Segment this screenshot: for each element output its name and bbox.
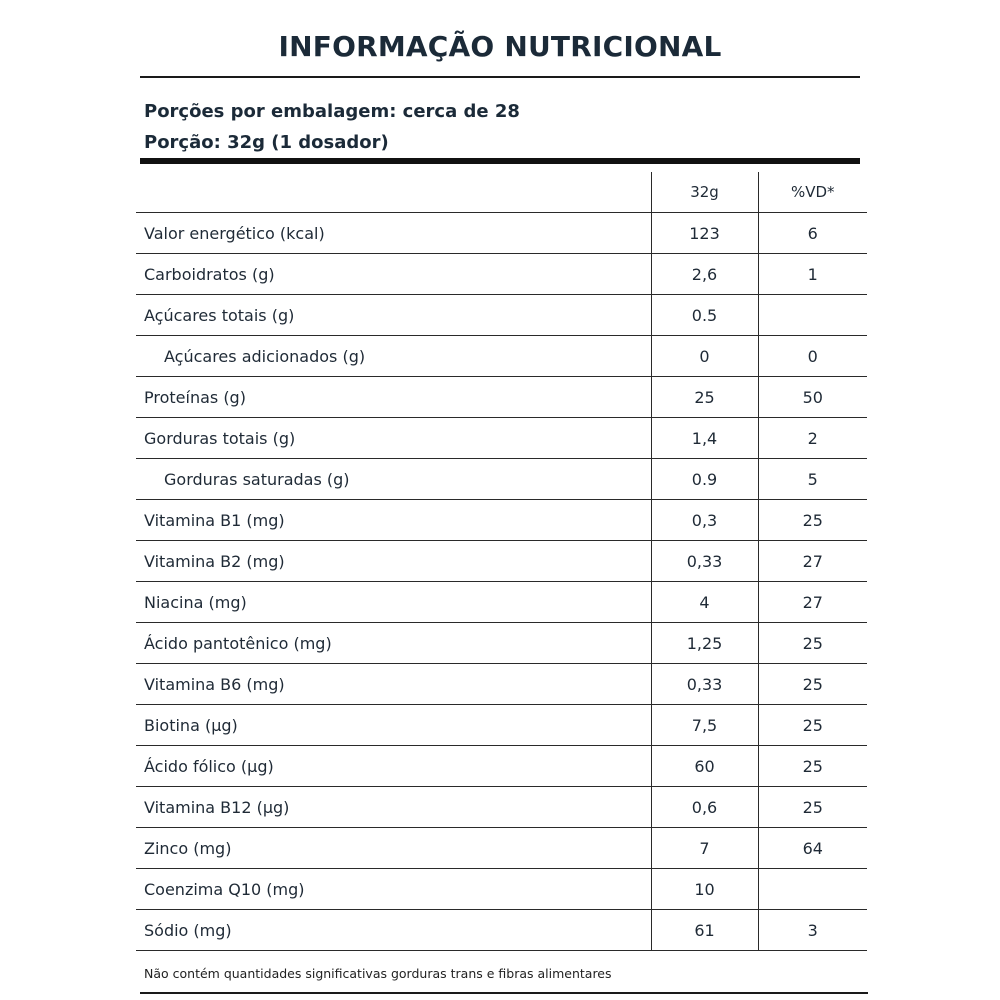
nutrient-name: Ácido pantotênico (mg) [136, 623, 651, 664]
table-row [136, 295, 867, 336]
nutrient-vd: 25 [758, 623, 867, 664]
nutrient-name: Sódio (mg) [136, 910, 651, 951]
table-row [136, 787, 867, 828]
table-row [136, 664, 867, 705]
nutrition-table [136, 172, 867, 951]
table-row [136, 336, 867, 377]
nutrient-name: Vitamina B2 (mg) [136, 541, 651, 582]
nutrient-name: Ácido fólico (µg) [136, 746, 651, 787]
title-divider [140, 76, 860, 78]
thick-divider [140, 158, 860, 164]
portion-size: Porção: 32g (1 dosador) [144, 132, 389, 153]
nutrient-vd: 25 [758, 746, 867, 787]
nutrient-vd: 3 [758, 910, 867, 951]
nutrient-name: Coenzima Q10 (mg) [136, 869, 651, 910]
table-row [136, 459, 867, 500]
table-row [136, 705, 867, 746]
table-row [136, 869, 867, 910]
table-row [136, 582, 867, 623]
nutrient-vd: 27 [758, 541, 867, 582]
table-row [136, 254, 867, 295]
nutrient-vd: 25 [758, 705, 867, 746]
nutrient-value: 0,33 [651, 541, 758, 582]
header-vd-cell: %VD* [758, 172, 867, 213]
nutrient-name: Açúcares totais (g) [136, 295, 651, 336]
nutrient-vd: 25 [758, 500, 867, 541]
nutrient-vd: 50 [758, 377, 867, 418]
nutrient-value: 0 [651, 336, 758, 377]
nutrient-value: 123 [651, 213, 758, 254]
nutrient-value: 0,33 [651, 664, 758, 705]
nutrient-value: 25 [651, 377, 758, 418]
table-row [136, 910, 867, 951]
header-portion-cell: 32g [651, 172, 758, 213]
table-row [136, 418, 867, 459]
nutrient-name: Valor energético (kcal) [136, 213, 651, 254]
nutrient-value: 10 [651, 869, 758, 910]
nutrient-value: 60 [651, 746, 758, 787]
nutrient-name: Biotina (µg) [136, 705, 651, 746]
nutrient-vd: 1 [758, 254, 867, 295]
nutrient-value: 1,25 [651, 623, 758, 664]
nutrient-value: 7 [651, 828, 758, 869]
nutrient-vd: 5 [758, 459, 867, 500]
table-row [136, 623, 867, 664]
nutrient-vd: 0 [758, 336, 867, 377]
table-row [136, 213, 867, 254]
nutrient-value: 2,6 [651, 254, 758, 295]
nutrient-name: Zinco (mg) [136, 828, 651, 869]
nutrient-name: Gorduras saturadas (g) [136, 459, 651, 500]
nutrient-vd: 6 [758, 213, 867, 254]
nutrient-name: Niacina (mg) [136, 582, 651, 623]
nutrient-vd: 25 [758, 664, 867, 705]
servings-per-package: Porções por embalagem: cerca de 28 [144, 101, 520, 122]
nutrient-name: Vitamina B1 (mg) [136, 500, 651, 541]
serving-info [144, 96, 520, 158]
table-row [136, 828, 867, 869]
nutrient-vd: 2 [758, 418, 867, 459]
footnote: Não contém quantidades significativas gorduras trans e fibras alimentares [144, 966, 612, 981]
nutrient-vd [758, 869, 867, 910]
page-title: INFORMAÇÃO NUTRICIONAL [278, 30, 722, 63]
bottom-divider [140, 992, 868, 994]
nutrient-name: Carboidratos (g) [136, 254, 651, 295]
nutrient-vd: 27 [758, 582, 867, 623]
nutrient-value: 0,6 [651, 787, 758, 828]
nutrient-value: 61 [651, 910, 758, 951]
table-header-row [136, 172, 867, 213]
nutrient-value: 0.5 [651, 295, 758, 336]
nutrient-value: 0,3 [651, 500, 758, 541]
table-row [136, 746, 867, 787]
table-row [136, 500, 867, 541]
nutrient-vd: 25 [758, 787, 867, 828]
header-name-cell [136, 172, 651, 213]
nutrient-vd: 64 [758, 828, 867, 869]
nutrient-name: Gorduras totais (g) [136, 418, 651, 459]
table-row [136, 377, 867, 418]
nutrient-value: 7,5 [651, 705, 758, 746]
nutrient-value: 0.9 [651, 459, 758, 500]
nutrient-name: Açúcares adicionados (g) [136, 336, 651, 377]
nutrient-value: 1,4 [651, 418, 758, 459]
nutrient-name: Vitamina B6 (mg) [136, 664, 651, 705]
nutrient-value: 4 [651, 582, 758, 623]
nutrient-vd [758, 295, 867, 336]
nutrient-name: Proteínas (g) [136, 377, 651, 418]
nutrient-name: Vitamina B12 (µg) [136, 787, 651, 828]
table-row [136, 541, 867, 582]
